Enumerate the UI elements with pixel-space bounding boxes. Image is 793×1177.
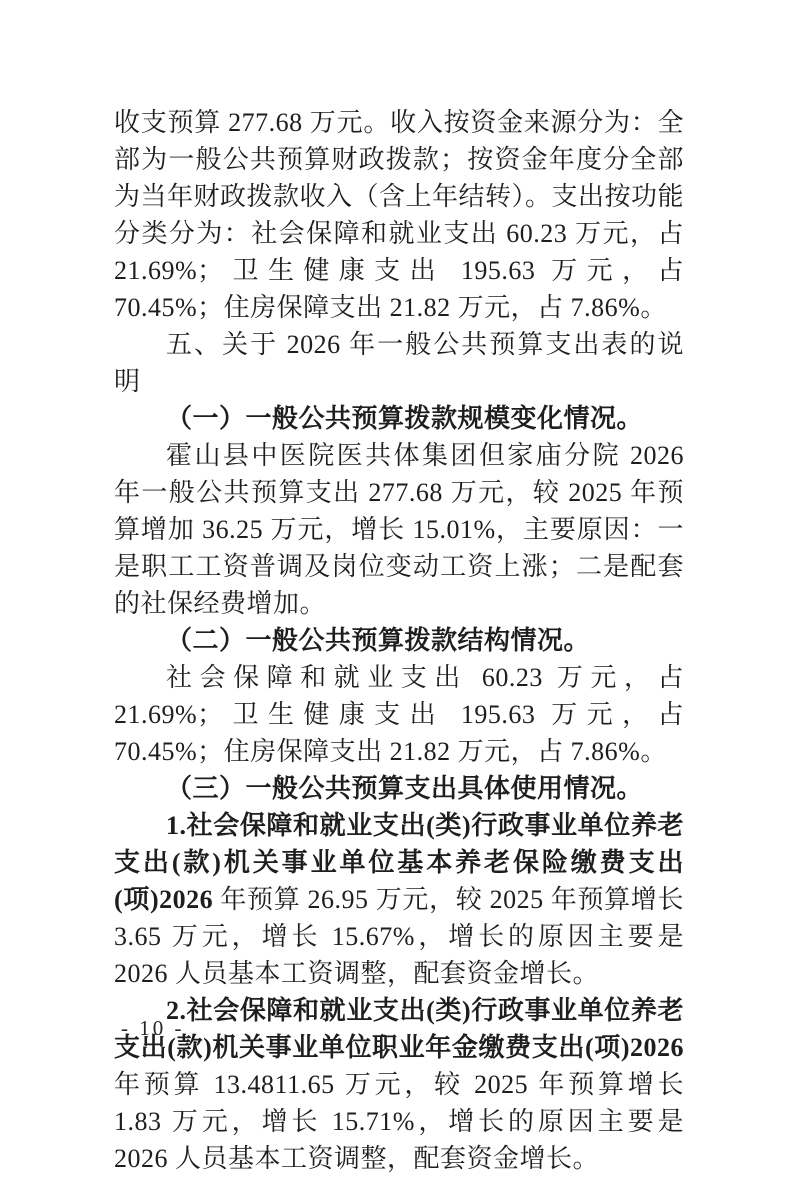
para-item-1-pension (114, 807, 684, 992)
heading-sub-three (114, 770, 684, 807)
text-run-bold: （三）一般公共预算支出具体使用情况。 (166, 774, 644, 803)
page-body (114, 104, 684, 1177)
text-run: 年预算 26.95 万元，较 2025 年预算增长 3.65 万元，增长 15.67%，增长的原因主要是 2026 人员基本工资调整，配套资金增长。 (114, 885, 684, 988)
text-run-bold: （二）一般公共预算拨款结构情况。 (166, 626, 591, 655)
text-run: 五、关于 2026 年一般公共预算支出表的说明 (114, 330, 684, 396)
para-scale-change (114, 437, 684, 622)
text-run-bold: 2.社会保障和就业支出(类)行政事业单位养老支出(款)机关事业单位职业年金缴费支出(项)2026 (114, 996, 684, 1062)
page-number: - 10 - (121, 1016, 185, 1040)
heading-section-five (114, 326, 684, 400)
heading-sub-one (114, 400, 684, 437)
text-run: 年预算 13.4811.65 万元，较 2025 年预算增长 1.83 万元，增长 15.71%，增长的原因主要是 2026 人员基本工资调整，配套资金增长。 (114, 1070, 684, 1173)
heading-sub-two (114, 622, 684, 659)
text-run-bold: 1.社会保障和就业支出(类)行政事业单位养老支出(款)机关事业单位基本养老保险缴费支出(项)2026 (114, 811, 684, 914)
text-run: 社会保障和就业支出 60.23 万元，占 21.69%；卫生健康支出 195.63 万元，占 70.45%；住房保障支出 21.82 万元，占 7.86%。 (114, 663, 684, 766)
text-run-bold: （一）一般公共预算拨款规模变化情况。 (166, 404, 644, 433)
para-budget-overview-continuation (114, 104, 684, 326)
para-structure (114, 659, 684, 770)
para-item-2-annuity (114, 992, 684, 1177)
text-run: 收支预算 277.68 万元。收入按资金来源分为：全部为一般公共预算财政拨款；按资金年度分全部为当年财政拨款收入（含上年结转）。支出按功能分类分为：社会保障和就业支出 60.23 万元，占 21.69%；卫生健康支出 195.63 万元，占 70.45%；住房保障支出 21.82 万元，占 7.86%。 (114, 108, 685, 322)
text-run: 霍山县中医院医共体集团但家庙分院 2026 年一般公共预算支出 277.68 万元，较 2025 年预算增加 36.25 万元，增长 15.01%，主要原因：一是职工工资普调及岗位变动工资上涨；二是配套的社保经费增加。 (114, 441, 684, 618)
